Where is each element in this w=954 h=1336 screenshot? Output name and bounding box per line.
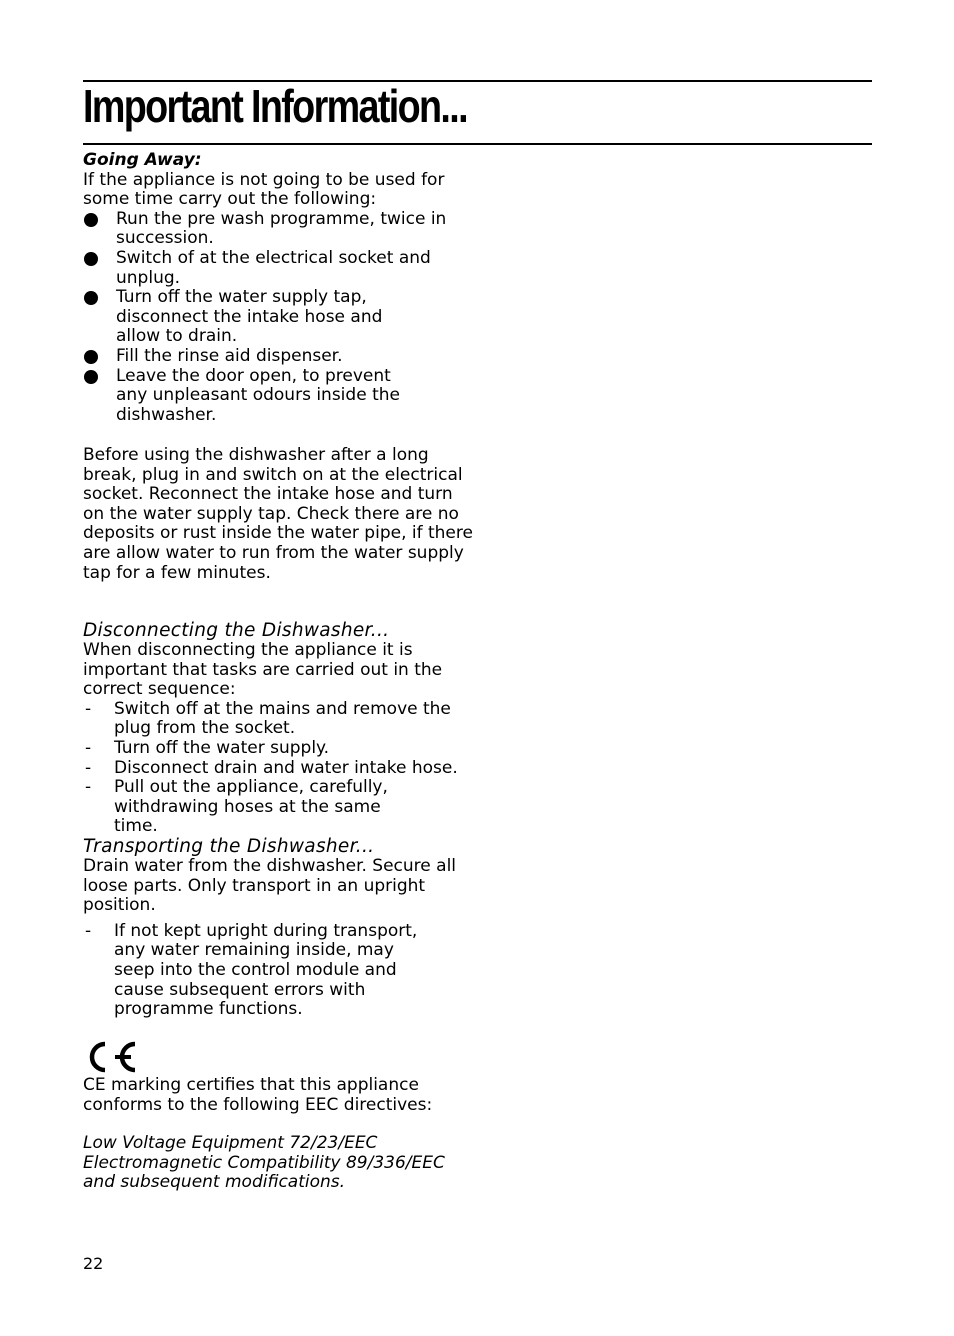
list-item-text: If not kept upright during transport, any water remaining inside, may seep into the control module and cause subsequent errors with programme functions.	[114, 920, 418, 1020]
dash-icon: -	[85, 777, 92, 798]
list-item	[83, 759, 478, 779]
list-item-text: Disconnect drain and water intake hose.	[114, 757, 458, 778]
list-item	[83, 700, 478, 739]
transporting-intro: Drain water from the dishwasher. Secure all loose parts. Only transport in an upright position.	[83, 856, 457, 916]
disconnecting-section	[83, 620, 478, 837]
list-item	[83, 288, 478, 347]
ce-text: CE marking certifies that this appliance conforms to the following EEC directives:	[83, 1075, 433, 1115]
disconnecting-list	[83, 700, 478, 837]
ce-directive-1: Low Voltage Equipment 72/23/EEC	[83, 1133, 378, 1154]
list-item	[83, 367, 478, 426]
bullet-icon	[84, 370, 98, 384]
list-item	[83, 778, 478, 837]
list-item	[83, 210, 478, 249]
ce-section	[83, 1038, 478, 1193]
list-item	[83, 739, 478, 759]
list-item-text: Switch of at the electrical socket and unplug.	[116, 247, 431, 288]
dash-icon: -	[85, 920, 92, 941]
list-item	[83, 347, 478, 367]
disconnecting-heading: Disconnecting the Dishwasher...	[83, 620, 390, 641]
dash-icon: -	[85, 698, 92, 719]
disconnecting-intro: When disconnecting the appliance it is important that tasks are carried out in the correct sequence:	[83, 640, 443, 700]
list-item-text: Switch off at the mains and remove the plug from the socket.	[114, 698, 451, 739]
transporting-heading: Transporting the Dishwasher...	[83, 836, 375, 857]
list-item-text: Turn off the water supply.	[114, 737, 330, 758]
ce-directive-3: and subsequent modifications.	[83, 1172, 346, 1193]
page-title: Important Information...	[83, 80, 467, 132]
going-away-heading: Going Away:	[83, 150, 202, 170]
bullet-icon	[84, 350, 98, 364]
list-item	[83, 922, 438, 1020]
ce-mark-icon	[83, 1038, 139, 1076]
transporting-section	[83, 836, 478, 1020]
page-number: 22	[83, 1254, 104, 1273]
ce-directive-2: Electromagnetic Compatibility 89/336/EEC	[83, 1152, 445, 1173]
going-away-after	[83, 446, 478, 583]
transporting-list	[83, 922, 478, 1020]
bullet-icon	[84, 213, 98, 227]
going-away-section	[83, 151, 478, 425]
dash-icon: -	[85, 757, 92, 778]
dash-icon: -	[85, 737, 92, 758]
list-item-text: Turn off the water supply tap, disconnect the intake hose and allow to drain.	[116, 287, 383, 347]
bullet-icon	[84, 252, 98, 266]
title-rule-bottom	[83, 143, 872, 145]
going-away-intro: If the appliance is not going to be used for some time carry out the following:	[83, 169, 445, 210]
going-away-list	[83, 210, 478, 426]
going-away-after-text: Before using the dishwasher after a long break, plug in and switch on at the electrical socket. Reconnect the intake hose and turn on the water supply tap. Check there are no deposits or rust inside the water pipe, if there are allow water to run from the water supply tap for a few minutes.	[83, 445, 473, 583]
list-item-text: Pull out the appliance, carefully, withdrawing hoses at the same time.	[114, 777, 388, 837]
list-item-text: Fill the rinse aid dispenser.	[116, 345, 343, 366]
list-item	[83, 249, 478, 288]
bullet-icon	[84, 291, 98, 305]
list-item-text: Leave the door open, to prevent any unpleasant odours inside the dishwasher.	[116, 365, 400, 425]
list-item-text: Run the pre wash programme, twice in succession.	[116, 208, 447, 249]
